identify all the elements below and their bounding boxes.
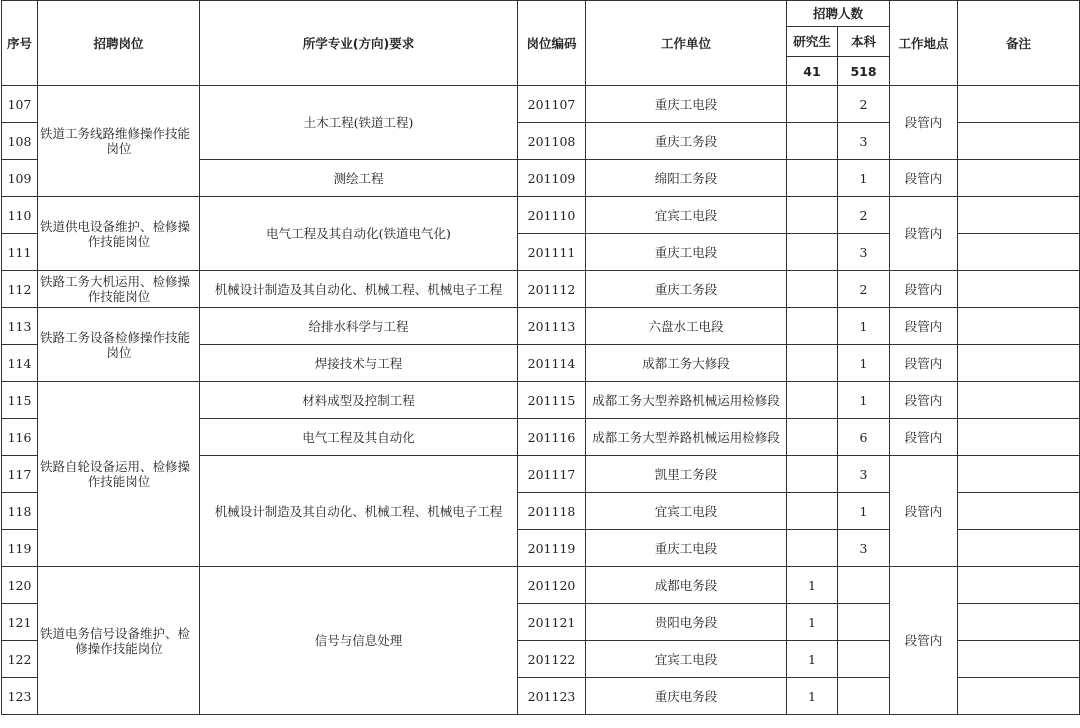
- code-cell: 201107: [518, 86, 586, 123]
- grad-cell: [787, 271, 838, 308]
- major-cell: 信号与信息处理: [200, 567, 518, 715]
- code-cell: 201108: [518, 123, 586, 160]
- location-cell: 段管内: [890, 567, 958, 715]
- post-cell: [38, 197, 200, 271]
- bach-cell: 1: [838, 493, 890, 530]
- seq-cell: 112: [2, 271, 38, 308]
- seq-cell: 123: [2, 678, 38, 715]
- major-cell: 机械设计制造及其自动化、机械工程、机械电子工程: [200, 456, 518, 567]
- recruitment-table: [1, 0, 1080, 715]
- post-cell: [38, 382, 200, 567]
- seq-cell: 118: [2, 493, 38, 530]
- major-cell: 材料成型及控制工程: [200, 382, 518, 419]
- bach-cell: 2: [838, 197, 890, 234]
- grad-cell: [787, 160, 838, 197]
- grad-cell: 1: [787, 678, 838, 715]
- remark-cell: [958, 567, 1080, 604]
- grad-cell: [787, 86, 838, 123]
- remark-cell: [958, 234, 1080, 271]
- post-text: 铁路工务设备检修操作技能岗位: [40, 329, 191, 360]
- location-cell: 段管内: [890, 308, 958, 345]
- remark-cell: [958, 678, 1080, 715]
- header-seq: 序号: [2, 1, 38, 86]
- grad-cell: 1: [787, 641, 838, 678]
- header-grad: 研究生: [787, 27, 838, 57]
- major-cell: 土木工程(铁道工程): [200, 86, 518, 160]
- post-text: 铁路工务大机运用、检修操作技能岗位: [40, 274, 191, 304]
- bach-cell: [838, 641, 890, 678]
- post-text: 铁道电务信号设备维护、检修操作技能岗位: [40, 625, 191, 656]
- bach-cell: [838, 567, 890, 604]
- remark-cell: [958, 530, 1080, 567]
- seq-cell: 117: [2, 456, 38, 493]
- bach-cell: 3: [838, 234, 890, 271]
- grad-cell: [787, 456, 838, 493]
- seq-cell: 108: [2, 123, 38, 160]
- header-count: 招聘人数: [787, 1, 890, 27]
- post-cell: [38, 271, 200, 308]
- bach-cell: 1: [838, 382, 890, 419]
- header-remark: 备注: [958, 1, 1080, 86]
- seq-cell: 109: [2, 160, 38, 197]
- header-unit: 工作单位: [586, 1, 787, 86]
- remark-cell: [958, 456, 1080, 493]
- bach-cell: 3: [838, 456, 890, 493]
- code-cell: 201117: [518, 456, 586, 493]
- remark-cell: [958, 308, 1080, 345]
- remark-cell: [958, 382, 1080, 419]
- location-cell: 段管内: [890, 456, 958, 567]
- remark-cell: [958, 345, 1080, 382]
- bach-cell: [838, 678, 890, 715]
- major-cell: 测绘工程: [200, 160, 518, 197]
- major-cell: 机械设计制造及其自动化、机械工程、机械电子工程: [200, 271, 518, 308]
- bach-cell: 1: [838, 160, 890, 197]
- location-cell: 段管内: [890, 197, 958, 271]
- grad-cell: [787, 493, 838, 530]
- unit-cell: 成都工务大修段: [586, 345, 787, 382]
- table-row: [2, 382, 1080, 419]
- remark-cell: [958, 493, 1080, 530]
- unit-cell: 贵阳电务段: [586, 604, 787, 641]
- bach-cell: 1: [838, 308, 890, 345]
- unit-cell: 重庆电务段: [586, 678, 787, 715]
- header-code: 岗位编码: [518, 1, 586, 86]
- header-post: 招聘岗位: [38, 1, 200, 86]
- grad-cell: [787, 197, 838, 234]
- unit-cell: 成都工务大型养路机械运用检修段: [586, 382, 787, 419]
- grad-cell: [787, 530, 838, 567]
- code-cell: 201118: [518, 493, 586, 530]
- bach-cell: 2: [838, 86, 890, 123]
- grad-cell: [787, 123, 838, 160]
- location-cell: 段管内: [890, 86, 958, 160]
- major-cell: 给排水科学与工程: [200, 308, 518, 345]
- seq-cell: 116: [2, 419, 38, 456]
- bach-cell: 3: [838, 123, 890, 160]
- header-major: 所学专业(方向)要求: [200, 1, 518, 86]
- code-cell: 201119: [518, 530, 586, 567]
- bach-cell: [838, 604, 890, 641]
- remark-cell: [958, 123, 1080, 160]
- location-cell: 段管内: [890, 271, 958, 308]
- major-cell: 电气工程及其自动化: [200, 419, 518, 456]
- unit-cell: 绵阳工务段: [586, 160, 787, 197]
- unit-cell: 重庆工务段: [586, 271, 787, 308]
- bach-cell: 3: [838, 530, 890, 567]
- code-cell: 201123: [518, 678, 586, 715]
- grad-cell: 1: [787, 567, 838, 604]
- unit-cell: 重庆工电段: [586, 86, 787, 123]
- unit-cell: 重庆工务段: [586, 123, 787, 160]
- code-cell: 201115: [518, 382, 586, 419]
- seq-cell: 122: [2, 641, 38, 678]
- remark-cell: [958, 604, 1080, 641]
- post-text: 铁路自轮设备运用、检修操作技能岗位: [40, 459, 191, 489]
- table-row: [2, 197, 1080, 234]
- seq-cell: 107: [2, 86, 38, 123]
- post-cell: [38, 86, 200, 197]
- post-cell: [38, 567, 200, 715]
- seq-cell: 121: [2, 604, 38, 641]
- code-cell: 201109: [518, 160, 586, 197]
- header-bach: 本科: [838, 27, 890, 57]
- table-row: [2, 308, 1080, 345]
- seq-cell: 113: [2, 308, 38, 345]
- table-row: [2, 271, 1080, 308]
- grad-cell: [787, 308, 838, 345]
- remark-cell: [958, 160, 1080, 197]
- seq-cell: 115: [2, 382, 38, 419]
- header-bach-total: 518: [838, 57, 890, 86]
- grad-cell: [787, 419, 838, 456]
- seq-cell: 110: [2, 197, 38, 234]
- major-cell: 焊接技术与工程: [200, 345, 518, 382]
- unit-cell: 宜宾工电段: [586, 641, 787, 678]
- remark-cell: [958, 86, 1080, 123]
- seq-cell: 114: [2, 345, 38, 382]
- grad-cell: [787, 382, 838, 419]
- remark-cell: [958, 419, 1080, 456]
- seq-cell: 120: [2, 567, 38, 604]
- remark-cell: [958, 197, 1080, 234]
- bach-cell: 1: [838, 345, 890, 382]
- table-row: [2, 567, 1080, 604]
- code-cell: 201120: [518, 567, 586, 604]
- seq-cell: 119: [2, 530, 38, 567]
- code-cell: 201116: [518, 419, 586, 456]
- remark-cell: [958, 271, 1080, 308]
- post-cell: [38, 308, 200, 382]
- grad-cell: [787, 345, 838, 382]
- code-cell: 201114: [518, 345, 586, 382]
- location-cell: 段管内: [890, 345, 958, 382]
- bach-cell: 2: [838, 271, 890, 308]
- grad-cell: 1: [787, 604, 838, 641]
- table-row: [2, 86, 1080, 123]
- post-text: 铁道工务线路维修操作技能岗位: [40, 126, 191, 156]
- bach-cell: 6: [838, 419, 890, 456]
- header-grad-total: 41: [787, 57, 838, 86]
- code-cell: 201110: [518, 197, 586, 234]
- unit-cell: 六盘水工电段: [586, 308, 787, 345]
- location-cell: 段管内: [890, 382, 958, 419]
- location-cell: 段管内: [890, 160, 958, 197]
- unit-cell: 重庆工电段: [586, 530, 787, 567]
- code-cell: 201122: [518, 641, 586, 678]
- unit-cell: 成都工务大型养路机械运用检修段: [586, 419, 787, 456]
- unit-cell: 重庆工电段: [586, 234, 787, 271]
- unit-cell: 宜宾工电段: [586, 493, 787, 530]
- remark-cell: [958, 641, 1080, 678]
- header-location: 工作地点: [890, 1, 958, 86]
- code-cell: 201112: [518, 271, 586, 308]
- post-text: 铁道供电设备维护、检修操作技能岗位: [40, 218, 191, 249]
- unit-cell: 成都电务段: [586, 567, 787, 604]
- major-cell: 电气工程及其自动化(铁道电气化): [200, 197, 518, 271]
- code-cell: 201111: [518, 234, 586, 271]
- code-cell: 201121: [518, 604, 586, 641]
- unit-cell: 宜宾工电段: [586, 197, 787, 234]
- seq-cell: 111: [2, 234, 38, 271]
- unit-cell: 凯里工务段: [586, 456, 787, 493]
- location-cell: 段管内: [890, 419, 958, 456]
- grad-cell: [787, 234, 838, 271]
- code-cell: 201113: [518, 308, 586, 345]
